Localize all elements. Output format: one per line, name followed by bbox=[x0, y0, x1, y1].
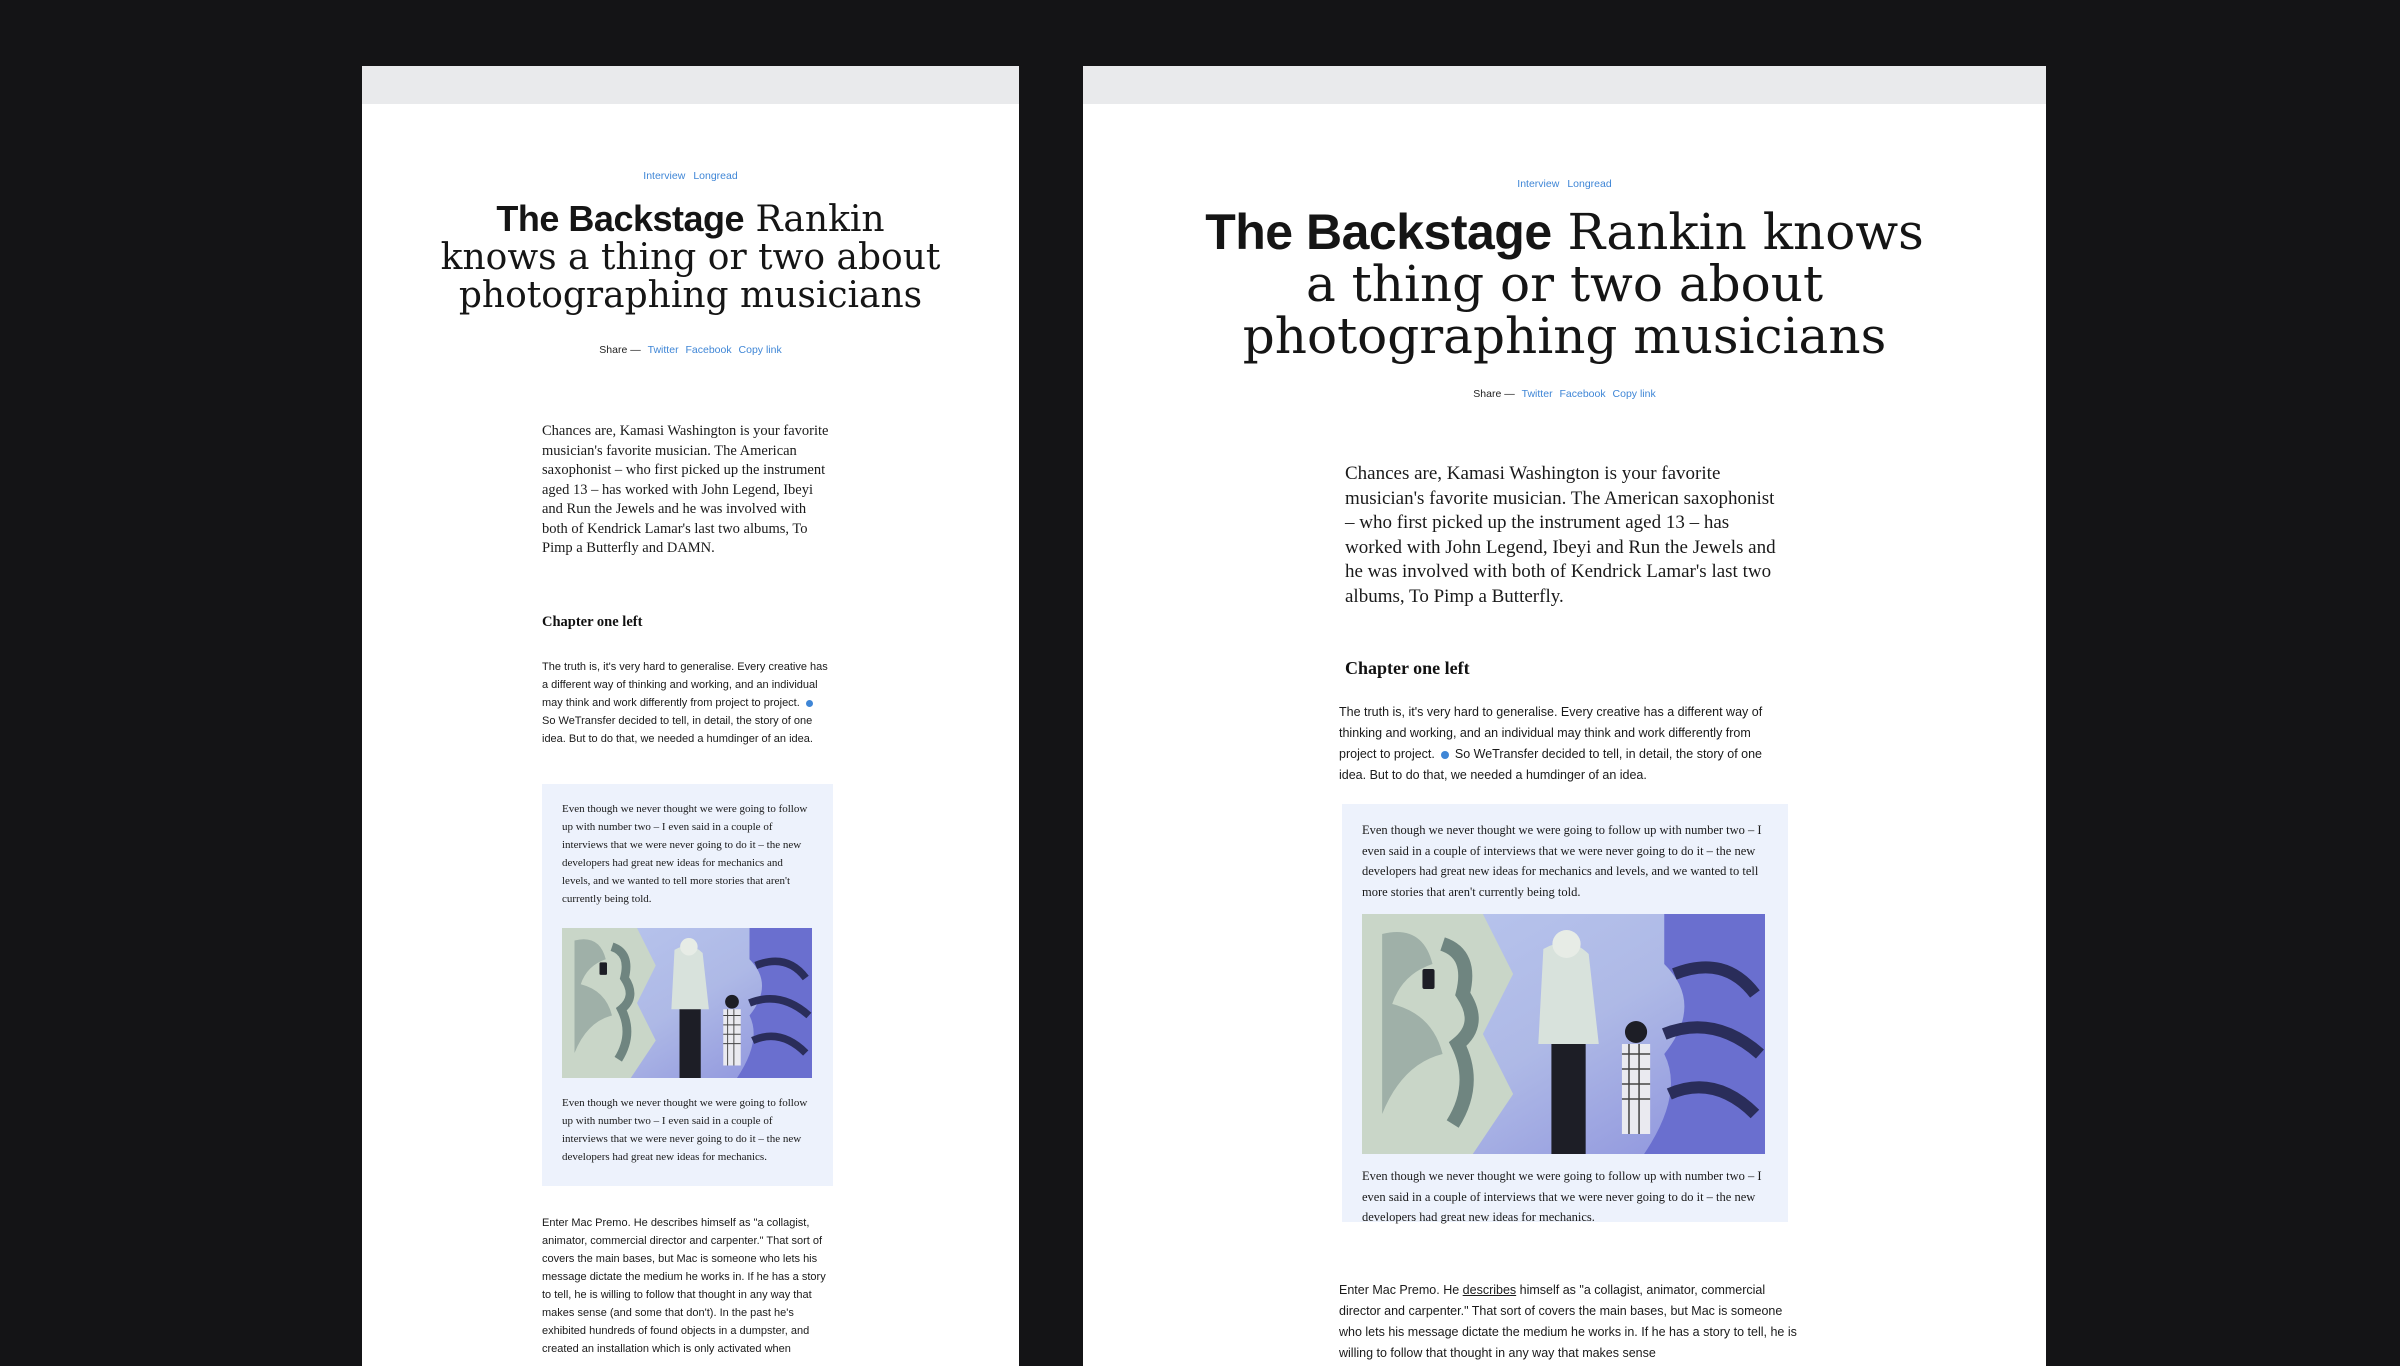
intro-paragraph: Chances are, Kamasi Washington is your favorite musician's favorite musician. The American saxophonist – who first picked up the instrument aged 13 – has worked with John Legend, Ibeyi and Run the Jewels and he was involved with both of Kendrick Lamar's last two albums, To Pimp a Butterfly and DAMN. bbox=[542, 423, 829, 556]
share-facebook-link[interactable]: Facebook bbox=[685, 344, 732, 356]
share-copy-link[interactable]: Copy link bbox=[1612, 388, 1656, 400]
title-bold: The Backstage bbox=[496, 198, 745, 239]
body-paragraph-1 bbox=[542, 658, 832, 748]
annotation-dot-icon[interactable] bbox=[1441, 751, 1449, 759]
share-twitter-link[interactable]: Twitter bbox=[647, 344, 679, 356]
title-line-2: a thing or two about bbox=[1305, 255, 1824, 313]
article-title bbox=[1083, 203, 2046, 365]
browser-top-bar bbox=[1083, 66, 2046, 104]
title-line-1: Rankin bbox=[755, 199, 885, 240]
title-line-3: photographing musicians bbox=[458, 275, 923, 316]
describes-link[interactable]: describes bbox=[1462, 1283, 1517, 1297]
article-preview-narrow bbox=[362, 66, 1019, 1366]
title-bold: The Backstage bbox=[1205, 204, 1552, 260]
share-bar bbox=[1083, 388, 2046, 400]
body-paragraph-2-a: Enter Mac Premo. He bbox=[1339, 1283, 1460, 1297]
body-paragraph-1-a: The truth is, it's very hard to generalise. Every creative has a different way of thinking and working, and an individual may think and work differently from project to project. bbox=[1339, 705, 1763, 761]
body-paragraph-2 bbox=[1339, 1280, 1799, 1364]
title-line-3: photographing musicians bbox=[1242, 307, 1887, 365]
share-label: Share — bbox=[1473, 388, 1515, 400]
intro-paragraph: Chances are, Kamasi Washington is your favorite musician's favorite musician. The American saxophonist – who first picked up the instrument aged 13 – has worked with John Legend, Ibeyi and Run the Jewels and he was involved with both of Kendrick Lamar's last two albums, To Pimp a Butterfly. bbox=[1345, 463, 1776, 607]
quote-box bbox=[542, 784, 833, 1186]
quote-text-2: Even though we never thought we were going to follow up with number two – I even said in a couple of interviews that we were never going to do it – the new developers had great new ideas for mechanics. bbox=[1362, 1169, 1762, 1224]
share-facebook-link[interactable]: Facebook bbox=[1559, 388, 1606, 400]
quote-text-1: Even though we never thought we were going to follow up with number two – I even said in a couple of interviews that we were never going to do it – the new developers had great new ideas for mechanics and levels, and we wanted to tell more stories that aren't currently being told. bbox=[1362, 823, 1762, 899]
quote-text-2: Even though we never thought we were going to follow up with number two – I even said in a couple of interviews that we were never going to do it – the new developers had great new ideas for mechanics. bbox=[562, 1097, 808, 1163]
article-preview-wide bbox=[1083, 66, 2046, 1366]
chapter-heading: Chapter one left bbox=[542, 614, 643, 630]
article-tags bbox=[1083, 178, 2046, 190]
quote-box bbox=[1342, 804, 1788, 1222]
tag-interview[interactable]: Interview bbox=[1517, 178, 1560, 190]
title-line-2: knows a thing or two about bbox=[440, 237, 941, 278]
article-tags bbox=[362, 170, 1019, 182]
tag-interview[interactable]: Interview bbox=[643, 170, 686, 182]
article-title bbox=[362, 200, 1019, 315]
chapter-heading: Chapter one left bbox=[1345, 658, 1470, 678]
body-paragraph-1-b: So WeTransfer decided to tell, in detail, the story of one idea. But to do that, we needed a humdinger of an idea. bbox=[1339, 747, 1763, 782]
body-paragraph-1 bbox=[1339, 702, 1779, 786]
tag-longread[interactable]: Longread bbox=[1567, 178, 1612, 190]
body-paragraph-1-a: The truth is, it's very hard to generalise. Every creative has a different way of thinking and working, and an individual may think and work differently from project to project. bbox=[542, 661, 828, 709]
quote-text-1: Even though we never thought we were going to follow up with number two – I even said in a couple of interviews that we were never going to do it – the new developers had great new ideas for mechanics and levels, and we wanted to tell more stories that aren't currently being told. bbox=[562, 803, 808, 905]
share-label: Share — bbox=[599, 344, 641, 356]
body-paragraph-2: Enter Mac Premo. He describes himself as "a collagist, animator, commercial director and carpenter." That sort of covers the main bases, but Mac is someone who lets his message dictate the medium he works in. If he has a story to tell, he is willing to follow that thought in any way that makes sense (and some that don't). In the past he's exhibited hundreds of found objects in a dumpster, and created an installation which is only activated when bbox=[542, 1217, 826, 1355]
share-twitter-link[interactable]: Twitter bbox=[1521, 388, 1553, 400]
browser-top-bar bbox=[362, 66, 1019, 104]
share-copy-link[interactable]: Copy link bbox=[738, 344, 782, 356]
illustration-image bbox=[1362, 914, 1765, 1154]
body-paragraph-1-b: So WeTransfer decided to tell, in detail, the story of one idea. But to do that, we needed a humdinger of an idea. bbox=[542, 715, 813, 745]
body-paragraph-2-b: himself as "a collagist, animator, commercial director and carpenter." That sort of covers the main bases, but Mac is someone who lets his message dictate the medium he works in. If he has a story to tell, he is willing to follow that thought in any way that makes sense bbox=[1339, 1283, 1797, 1360]
annotation-dot-icon[interactable] bbox=[806, 700, 813, 707]
share-bar bbox=[362, 344, 1019, 356]
illustration-image bbox=[562, 928, 812, 1078]
title-line-1: Rankin knows bbox=[1567, 203, 1924, 261]
tag-longread[interactable]: Longread bbox=[693, 170, 738, 182]
